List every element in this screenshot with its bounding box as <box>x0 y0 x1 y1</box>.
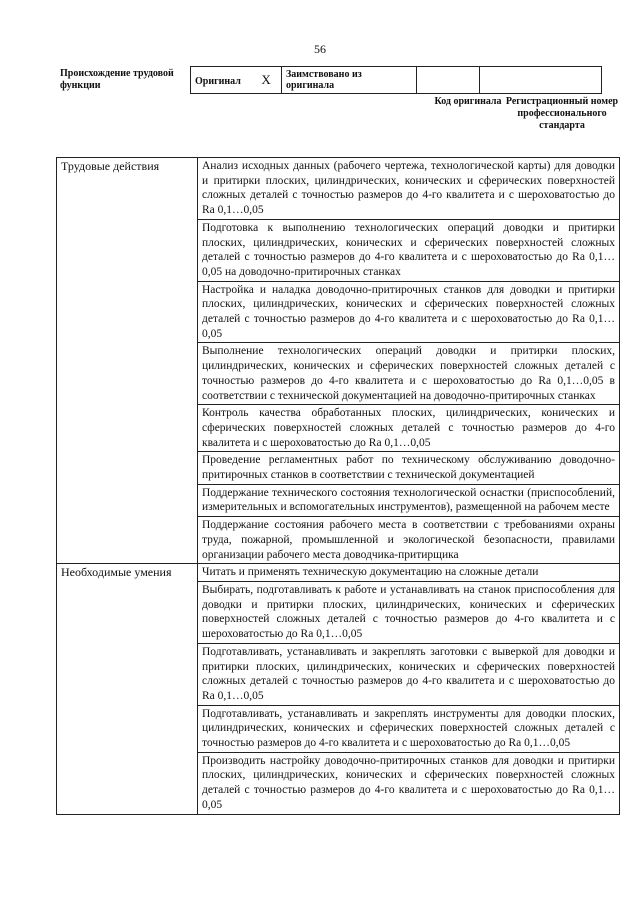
reg-number-label: Регистрационный номер профессионального стандарта <box>505 96 619 131</box>
original-cell <box>191 67 282 94</box>
code-label: Код оригинала <box>434 96 502 107</box>
table-cell: Читать и применять техническую документацию на сложные детали <box>198 564 620 582</box>
table-cell: Выполнение технологических операций доводки и притирки плоских, цилиндрических, конических и сферических поверхностей сложных деталей с точностью размеров до 4-го квалитета и с шероховатостью до Ra 0,1…0,05 в соответствии с технической документацией на доводочно-притирочных станках <box>198 343 620 405</box>
table-row <box>57 564 620 582</box>
code-cell <box>417 67 480 94</box>
table-cell: Подготавливать, устанавливать и закреплять инструменты для доводки плоских, цилиндрических, конических и сферических поверхностей сложных деталей с точностью размеров до 4-го квалитета и с шероховатостью до Ra 0,1…0,05 <box>198 705 620 752</box>
origin-table <box>190 66 602 94</box>
table-cell: Подготовка к выполнению технологических операций доводки и притирки плоских, цилиндрических, конических и сферических поверхностей сложных деталей с точностью размеров до 4-го квалитета и с шероховатостью до Ra 0,1…0,05 на доводочно-притирочных станках <box>198 219 620 281</box>
borrowed-cell <box>282 67 417 94</box>
original-mark: X <box>261 71 271 87</box>
table-cell: Производить настройку доводочно-притирочных станков для доводки и притирки плоских, цилиндрических, конических и сферических поверхностей сложных деталей с точностью размеров до 4-го квалитета и с шероховатостью до Ra 0,1…0,05 <box>198 752 620 814</box>
table-cell: Контроль качества обработанных плоских, цилиндрических, конических и сферических поверхностей сложных деталей с точностью размеров до 4-го квалитета и с шероховатостью до Ra 0,1…0,05 <box>198 405 620 452</box>
table-cell: Настройка и наладка доводочно-притирочных станков для доводки и притирки плоских, цилиндрических, конических и сферических поверхностей сложных деталей с точностью размеров до 4-го квалитета и с шероховатостью до Ra 0,1…0,05 <box>198 281 620 343</box>
table-row <box>57 158 620 220</box>
page-number: 56 <box>314 42 326 56</box>
borrowed-label: Заимствовано из оригинала <box>286 69 362 91</box>
table-cell: Выбирать, подготавливать к работе и устанавливать на станок приспособления для доводки и притирки плоских, цилиндрических, конических и сферических поверхностей сложных деталей с точностью размеров до 4-го квалитета и с шероховатостью до Ra 0,1…0,05 <box>198 581 620 643</box>
table-cell: Поддержание состояния рабочего места в соответствии с требованиями охраны труда, пожарной, промышленной и экологической безопасности, правилами организации рабочего места доводчика-притирщика <box>198 517 620 564</box>
reg-number-cell <box>480 67 602 94</box>
function-table <box>56 157 620 815</box>
origin-label: Происхождение трудовой функции <box>60 68 174 91</box>
table-cell: Проведение регламентных работ по техническому обслуживанию доводочно-притирочных станков в соответствии с технической документацией <box>198 452 620 484</box>
table-cell: Анализ исходных данных (рабочего чертежа, технологической карты) для доводки и притирки плоских, цилиндрических, конических и сферических поверхностей сложных деталей с точностью размеров до 4-го квалитета и с шероховатостью до Ra 0,1…0,05 <box>198 158 620 220</box>
table-cell: Поддержание технического состояния технологической оснастки (приспособлений, измерительных и вспомогательных инструментов), размещенной на рабочем месте <box>198 484 620 516</box>
original-label: Оригинал <box>195 75 241 87</box>
table-cell: Подготавливать, устанавливать и закреплять заготовки с выверкой для доводки и притирки плоских, цилиндрических, конических и сферических поверхностей сложных деталей с точностью размеров до 4-го квалитета и с шероховатостью до Ra 0,1…0,05 <box>198 643 620 705</box>
section-label-required-skills: Необходимые умения <box>57 564 198 814</box>
section-label-labor-actions: Трудовые действия <box>57 158 198 564</box>
